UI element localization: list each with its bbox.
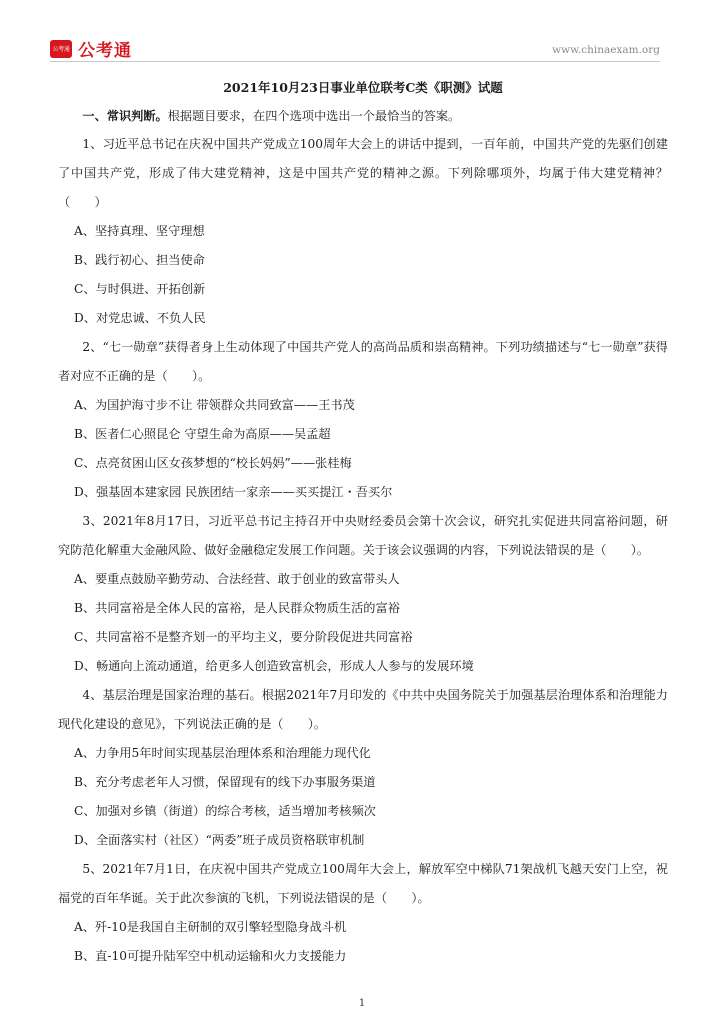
option-b: B、共同富裕是全体人民的富裕，是人民群众物质生活的富裕 (74, 601, 400, 615)
question-stem: 5、2021年7月1日，在庆祝中国共产党成立100周年大会上，解放军空中梯队71架战机飞越天安门上空，祝福党的百年华诞。关于此次参演的飞机，下列说法错误的是（ ）。 (58, 862, 668, 905)
site-url-link[interactable]: www.chinaexam.org (552, 44, 660, 56)
brand-logo[interactable] (50, 36, 132, 61)
option-c: C、点亮贫困山区女孩梦想的“校长妈妈”——张桂梅 (74, 456, 352, 470)
option-b: B、直-10可提升陆军空中机动运输和火力支援能力 (74, 949, 347, 963)
question-3 (58, 507, 668, 681)
option-a: A、要重点鼓励辛勤劳动、合法经营、敢于创业的致富带头人 (74, 572, 400, 586)
option-d: D、畅通向上流动通道，给更多人创造致富机会，形成人人参与的发展环境 (74, 659, 474, 673)
option-a: A、歼-10是我国自主研制的双引擎轻型隐身战斗机 (74, 920, 347, 934)
document-title: 2021年10月23日事业单位联考C类《职测》试题 (223, 80, 503, 95)
option-c: C、与时俱进、开拓创新 (74, 282, 206, 296)
section-label: 一、常识判断。 (82, 109, 168, 123)
question-5 (58, 855, 668, 971)
option-d: D、强基固本建家园 民族团结一家亲——买买提江・吾买尔 (74, 485, 393, 499)
section-instruction: 根据题目要求，在四个选项中选出一个最恰当的答案。 (167, 109, 461, 123)
option-d: D、对党忠诚、不负人民 (74, 311, 206, 325)
logo-badge-icon: 公考通 (50, 40, 72, 58)
section-heading (58, 102, 668, 130)
option-d: D、全面落实村（社区）“两委”班子成员资格联审机制 (74, 833, 365, 847)
question-stem: 2、“七一勋章”获得者身上生动体现了中国共产党人的高尚品质和崇高精神。下列功绩描述与“七一勋章”获得者对应不正确的是（ ）。 (58, 340, 668, 383)
question-4 (58, 681, 668, 855)
option-c: C、加强对乡镇（街道）的综合考核，适当增加考核频次 (74, 804, 376, 818)
option-b: B、践行初心、担当使命 (74, 253, 205, 267)
option-a: A、为国护海寸步不让 带领群众共同致富——王书茂 (74, 398, 355, 412)
question-2 (58, 333, 668, 507)
document-body (58, 76, 668, 971)
logo-text: 公考通 (78, 41, 132, 61)
page-header (0, 0, 724, 62)
question-stem: 1、习近平总书记在庆祝中国共产党成立100周年大会上的讲话中提到，一百年前，中国共产党的先驱们创建了中国共产党，形成了伟大建党精神，这是中国共产党的精神之源。下列除哪项外，均属于伟大建党精神？（ ） (58, 137, 668, 209)
question-stem: 3、2021年8月17日，习近平总书记主持召开中央财经委员会第十次会议，研究扎实促进共同富裕问题，研究防范化解重大金融风险、做好金融稳定发展工作问题。关于该会议强调的内容，下列说法错误的是（ ）。 (58, 514, 668, 557)
option-a: A、坚持真理、坚守理想 (74, 224, 205, 238)
question-1 (58, 130, 668, 333)
option-a: A、力争用5年时间实现基层治理体系和治理能力现代化 (74, 746, 371, 760)
page-number: 1 (358, 998, 366, 1009)
option-b: B、充分考虑老年人习惯，保留现有的线下办事服务渠道 (74, 775, 376, 789)
question-stem: 4、基层治理是国家治理的基石。根据2021年7月印发的《中共中央国务院关于加强基层治理体系和治理能力现代化建设的意见》，下列说法正确的是（ ）。 (58, 688, 668, 731)
header-divider (50, 61, 660, 62)
option-c: C、共同富裕不是整齐划一的平均主义，要分阶段促进共同富裕 (74, 630, 413, 644)
option-b: B、医者仁心照昆仑 守望生命为高原——吴孟超 (74, 427, 331, 441)
